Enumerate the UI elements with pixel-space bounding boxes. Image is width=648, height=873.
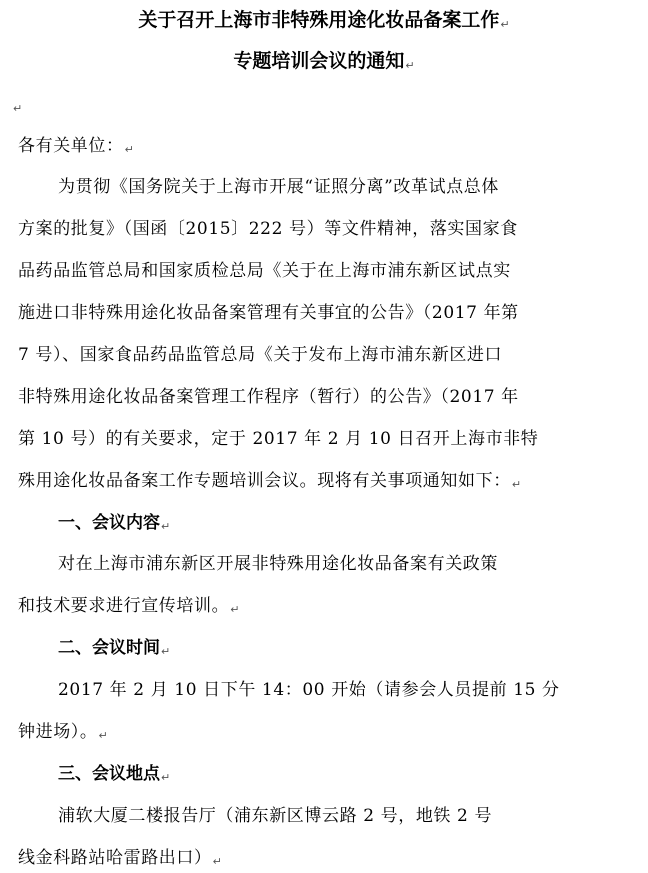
intro-line: 第 10 号）的有关要求，定于 2017 年 2 月 10 日召开上海市非特: [18, 429, 539, 449]
section-line: 钟进场）。↵: [18, 722, 109, 742]
title-line-1: 关于召开上海市非特殊用途化妆品备案工作↵: [138, 9, 510, 31]
paragraph-mark-icon: ↵: [161, 520, 171, 533]
paragraph-mark-icon: ↵: [124, 143, 135, 156]
section-line: 和技术要求进行宣传培训。↵: [18, 596, 241, 616]
empty-paragraph: [12, 94, 23, 120]
intro-line: 品药品监管总局和国家质检总局《关于在上海市浦东新区试点实: [18, 261, 511, 281]
section-line: 线金科路站哈雷路出口）↵: [18, 848, 223, 868]
salutation: 各有关单位：↵: [18, 136, 135, 156]
intro-line: 为贯彻《国务院关于上海市开展“证照分离”改革试点总体: [58, 177, 499, 197]
paragraph-mark-icon: ↵: [161, 645, 171, 658]
paragraph-mark-icon: ↵: [13, 102, 23, 115]
paragraph-mark-icon: ↵: [500, 18, 510, 31]
section-heading: 二、会议时间↵: [58, 638, 171, 658]
section-heading: 一、会议内容↵: [58, 513, 171, 533]
intro-line: 施进口非特殊用途化妆品备案管理有关事宜的公告》（2017 年第: [18, 303, 519, 323]
paragraph-mark-icon: ↵: [161, 771, 171, 784]
section-line: 2017 年 2 月 10 日下午 14：00 开始（请参会人员提前 15 分: [58, 680, 560, 700]
section-line: 浦软大厦二楼报告厅（浦东新区博云路 2 号，地铁 2 号: [58, 806, 493, 826]
section-heading: 三、会议地点↵: [58, 764, 171, 784]
paragraph-mark-icon: ↵: [212, 855, 223, 868]
paragraph-mark-icon: ↵: [230, 603, 241, 616]
paragraph-mark-icon: ↵: [98, 729, 109, 742]
title-line-2: 专题培训会议的通知↵: [233, 50, 415, 72]
intro-line: 非特殊用途化妆品备案管理工作程序（暂行）的公告》（2017 年: [18, 387, 519, 407]
intro-line-last: 殊用途化妆品备案工作专题培训会议。现将有关事项通知如下：↵: [18, 471, 522, 491]
paragraph-mark-icon: ↵: [405, 59, 415, 72]
intro-line: 方案的批复》（国函〔2015〕222 号）等文件精神，落实国家食: [18, 219, 518, 239]
section-line: 对在上海市浦东新区开展非特殊用途化妆品备案有关政策: [58, 554, 498, 574]
intro-line: 7 号）、国家食品药品监管总局《关于发布上海市浦东新区进口: [18, 345, 503, 365]
paragraph-mark-icon: ↵: [511, 478, 522, 491]
